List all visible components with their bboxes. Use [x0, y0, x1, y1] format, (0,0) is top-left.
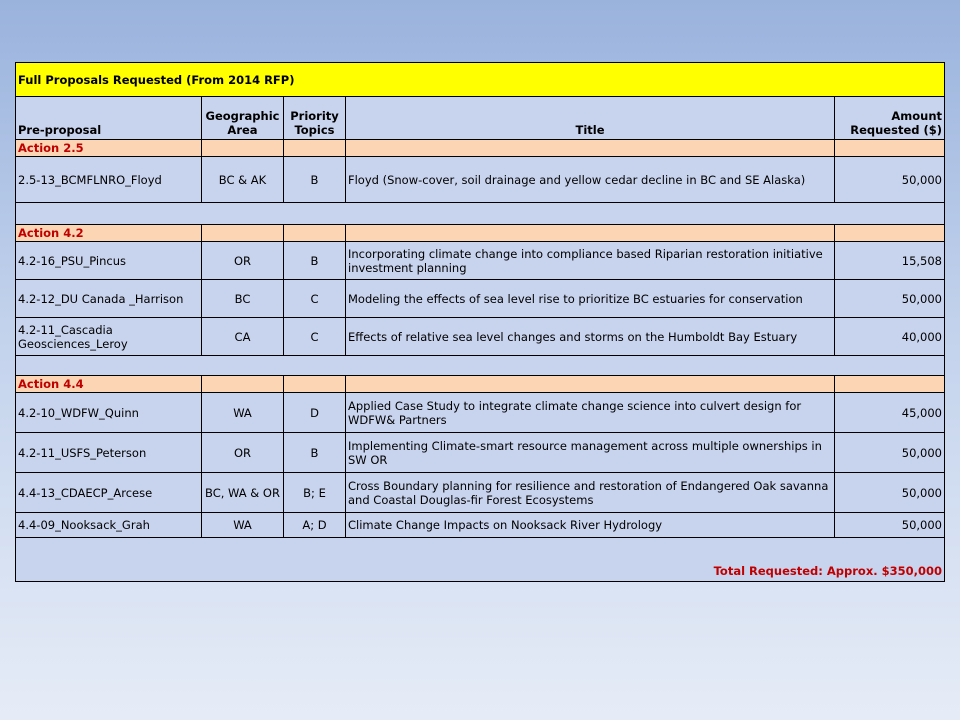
total-requested: Total Requested: Approx. $350,000: [16, 538, 945, 582]
cell-geo: WA: [202, 513, 284, 538]
cell-amount: 15,508: [835, 242, 945, 280]
cell-priority: B; E: [284, 473, 346, 513]
cell-title: Applied Case Study to integrate climate change science into culvert design for WDFW& Partners: [346, 393, 835, 433]
cell-amount: 50,000: [835, 473, 945, 513]
cell-title: Floyd (Snow-cover, soil drainage and yellow cedar decline in BC and SE Alaska): [346, 157, 835, 203]
cell-preproposal: 4.2-11_USFS_Peterson: [16, 433, 202, 473]
table-title: Full Proposals Requested (From 2014 RFP): [16, 63, 945, 97]
cell-priority: C: [284, 280, 346, 318]
header-amount: Amount Requested ($): [835, 97, 945, 140]
cell-preproposal: 2.5-13_BCMFLNRO_Floyd: [16, 157, 202, 203]
header-title: Title: [346, 97, 835, 140]
table-row: [16, 433, 945, 473]
cell-priority: B: [284, 242, 346, 280]
proposals-table-container: [15, 62, 944, 582]
cell-geo: BC, WA & OR: [202, 473, 284, 513]
spacer-row: [16, 356, 945, 376]
action-row: [16, 376, 945, 393]
table-row: [16, 473, 945, 513]
cell-geo: OR: [202, 242, 284, 280]
header-geographic-area: Geographic Area: [202, 97, 284, 140]
table-row: [16, 242, 945, 280]
proposals-table: [15, 62, 945, 582]
cell-geo: CA: [202, 318, 284, 356]
cell-preproposal: 4.4-09_Nooksack_Grah: [16, 513, 202, 538]
header-priority-topics: Priority Topics: [284, 97, 346, 140]
table-row: [16, 157, 945, 203]
action-label: Action 4.2: [16, 225, 202, 242]
table-row: [16, 280, 945, 318]
spacer-row: [16, 203, 945, 225]
cell-geo: WA: [202, 393, 284, 433]
cell-preproposal: 4.4-13_CDAECP_Arcese: [16, 473, 202, 513]
table-row: [16, 513, 945, 538]
cell-priority: A; D: [284, 513, 346, 538]
cell-title: Implementing Climate-smart resource management across multiple ownerships in SW OR: [346, 433, 835, 473]
cell-amount: 40,000: [835, 318, 945, 356]
cell-amount: 45,000: [835, 393, 945, 433]
cell-title: Climate Change Impacts on Nooksack River Hydrology: [346, 513, 835, 538]
cell-title: Modeling the effects of sea level rise to prioritize BC estuaries for conservation: [346, 280, 835, 318]
cell-preproposal: 4.2-16_PSU_Pincus: [16, 242, 202, 280]
cell-amount: 50,000: [835, 513, 945, 538]
table-title-row: [16, 63, 945, 97]
total-row: [16, 538, 945, 582]
cell-preproposal: 4.2-10_WDFW_Quinn: [16, 393, 202, 433]
cell-title: Incorporating climate change into compliance based Riparian restoration initiative investment planning: [346, 242, 835, 280]
cell-priority: B: [284, 157, 346, 203]
cell-amount: 50,000: [835, 157, 945, 203]
cell-amount: 50,000: [835, 280, 945, 318]
cell-priority: C: [284, 318, 346, 356]
cell-priority: B: [284, 433, 346, 473]
action-row: [16, 225, 945, 242]
cell-priority: D: [284, 393, 346, 433]
action-row: [16, 140, 945, 157]
table-row: [16, 318, 945, 356]
cell-amount: 50,000: [835, 433, 945, 473]
cell-title: Cross Boundary planning for resilience and restoration of Endangered Oak savanna and Coastal Douglas-fir Forest Ecosystems: [346, 473, 835, 513]
cell-preproposal: 4.2-11_Cascadia Geosciences_Leroy: [16, 318, 202, 356]
header-preproposal: Pre-proposal: [16, 97, 202, 140]
cell-geo: BC & AK: [202, 157, 284, 203]
cell-geo: BC: [202, 280, 284, 318]
table-header-row: [16, 97, 945, 140]
cell-preproposal: 4.2-12_DU Canada _Harrison: [16, 280, 202, 318]
action-label: Action 4.4: [16, 376, 202, 393]
cell-geo: OR: [202, 433, 284, 473]
cell-title: Effects of relative sea level changes and storms on the Humboldt Bay Estuary: [346, 318, 835, 356]
table-row: [16, 393, 945, 433]
action-label: Action 2.5: [16, 140, 202, 157]
